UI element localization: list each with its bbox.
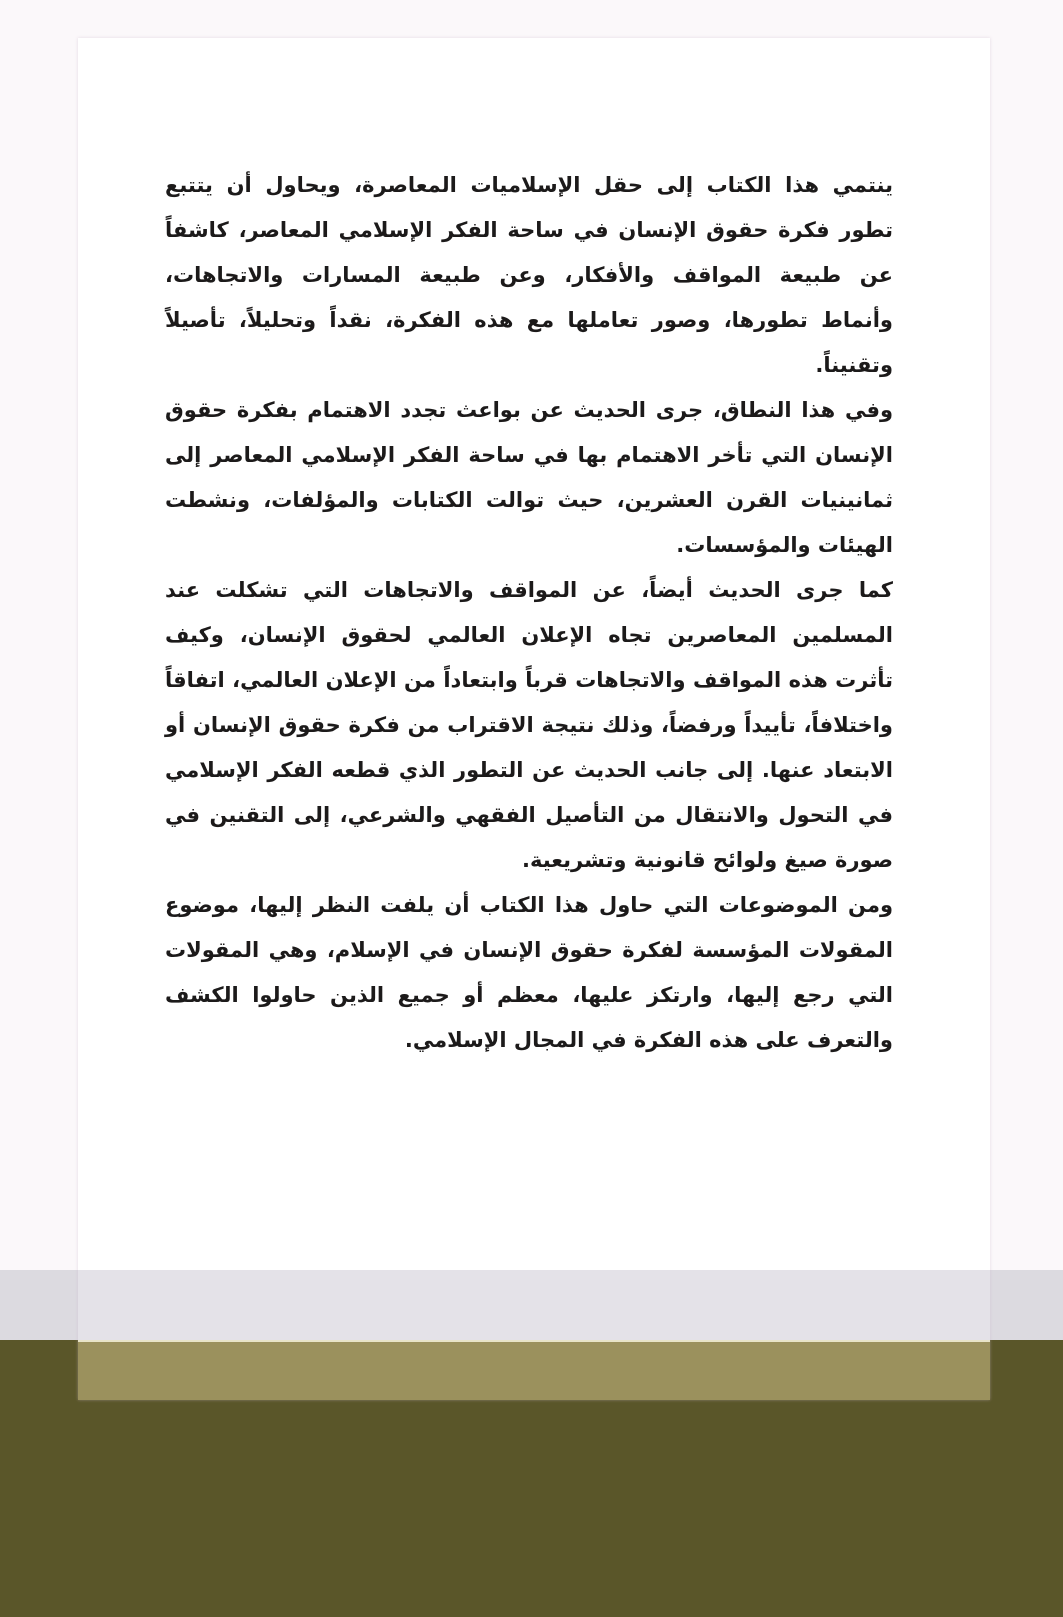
blurb-paragraph-1: ينتمي هذا الكتاب إلى حقل الإسلاميات المعاصرة، ويحاول أن يتتبع تطور فكرة حقوق الإنسان في ساحة الفكر الإسلامي المعاصر، كاشفاً عن طبيعة المواقف والأفكار، وعن طبيعة المسارات والاتجاهات، وأنماط تطورها، وصور تعاملها مع هذه الفكرة، نقداً وتحليلاً، تأصيلاً وتقنيناً. <box>165 173 893 377</box>
panel-grey-strip <box>78 1270 990 1340</box>
blurb-paragraph-3: كما جرى الحديث أيضاً، عن المواقف والاتجاهات التي تشكلت عند المسلمين المعاصرين تجاه الإعلان العالمي لحقوق الإنسان، وكيف تأثرت هذه المواقف والاتجاهات قرباً وابتعاداً من الإعلان العالمي، اتفاقاً واختلافاً، تأييداً ورفضاً، وذلك نتيجة الاقتراب من فكرة حقوق الإنسان أو الابتعاد عنها. إلى جانب الحديث عن التطور الذي قطعه الفكر الإسلامي في التحول والانتقال من التأصيل الفقهي والشرعي، إلى التقنين في صورة صيغ ولوائح قانونية وتشريعية. <box>165 578 893 872</box>
back-cover-blurb <box>165 163 893 1063</box>
blurb-paragraph-2: وفي هذا النطاق، جرى الحديث عن بواعث تجدد الاهتمام بفكرة حقوق الإنسان التي تأخر الاهتمام بها في ساحة الفكر الإسلامي المعاصر إلى ثمانينيات القرن العشرين، حيث توالت الكتابات والمؤلفات، ونشطت الهيئات والمؤسسات. <box>165 398 893 557</box>
panel-olive-strip <box>78 1340 990 1400</box>
blurb-paragraph-4: ومن الموضوعات التي حاول هذا الكتاب أن يلفت النظر إليها، موضوع المقولات المؤسسة لفكرة حقوق الإنسان في الإسلام، وهي المقولات التي رجع إليها، وارتكز عليها، معظم أو جميع الذين حاولوا الكشف والتعرف على هذه الفكرة في المجال الإسلامي. <box>165 893 893 1052</box>
